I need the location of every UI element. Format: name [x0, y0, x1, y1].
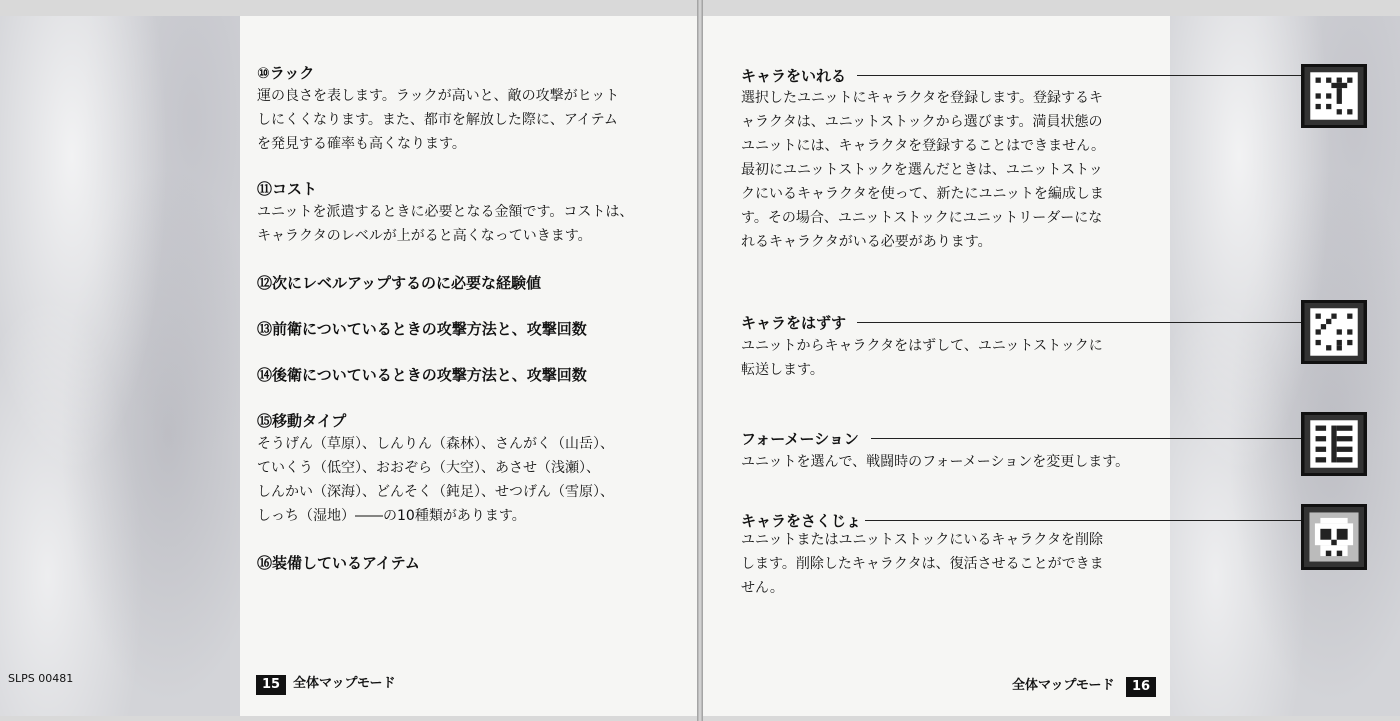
equipped-item-title: ⑯装備しているアイテム	[257, 554, 420, 572]
right-page-number: 16	[1126, 677, 1156, 697]
right-page	[703, 16, 1400, 716]
cost-title: ⑪コスト	[257, 180, 318, 198]
delete-chara-title: キャラをさくじょ	[741, 512, 862, 530]
luck-title: ⑩ラック	[257, 64, 315, 82]
left-page	[0, 16, 697, 716]
luck-body: 運の良さを表します。ラックが高いと、敵の攻撃がヒット しにくくなります。また、都市を解放した際に、アイテム を発見する確率も高くなります。	[257, 88, 620, 152]
delete-chara-body: ユニットまたはユニットストックにいるキャラクタを削除 します。削除したキャラクタは、復活させることができま せん。	[741, 532, 1104, 596]
move-type-body: そうげん（草原）、しんりん（森林）、さんがく（山岳）、 ていくう（低空）、おおぞら（大空）、あさせ（浅瀬）、 しんかい（深海）、どんそく（鈍足）、せつげん（雪原）、 しっち（湿地）――の10種類があります。	[257, 436, 614, 524]
rear-attack-title: ⑭後衛についているときの攻撃方法と、攻撃回数	[257, 366, 587, 384]
add-chara-title: キャラをいれる	[741, 67, 847, 85]
add-chara-body: 選択したユニットにキャラクタを登録します。登録するキ ャラクタは、ユニットストックから選びます。満員状態の ユニットには、キャラクタを登録することはできません。 最初にユニットストックを選んだときは、ユニットストッ クにいるキャラクタを使って、新たにユニットを編成しま す。その場合、ユニットストックにユニットリーダーにな れるキャラクタがいる必要があります。	[741, 90, 1105, 250]
unit-remove-icon	[1301, 300, 1367, 364]
delete-chara-leader-line	[865, 520, 1301, 521]
remove-chara-body: ユニットからキャラクタをはずして、ユニットストックに 転送します。	[741, 338, 1103, 378]
left-page-number: 15	[256, 675, 286, 695]
catalog-number: SLPS 00481	[8, 672, 74, 685]
move-type-title: ⑮移動タイプ	[257, 412, 347, 430]
cost-body: ユニットを派遣するときに必要となる金額です。コストは、 キャラクタのレベルが上がると高くなっていきます。	[257, 204, 634, 244]
formation-body: ユニットを選んで、戦闘時のフォーメーションを変更します。	[741, 454, 1130, 470]
right-footer-label: 全体マップモード	[1012, 678, 1115, 693]
remove-chara-leader-line	[857, 322, 1301, 323]
formation-leader-line	[871, 438, 1301, 439]
left-marble-margin	[0, 16, 240, 716]
remove-chara-title: キャラをはずす	[741, 314, 847, 332]
formation-title: フォーメーション	[741, 430, 859, 448]
next-exp-title: ⑫次にレベルアップするのに必要な経験値	[257, 274, 541, 292]
unit-add-icon	[1301, 64, 1367, 128]
left-footer-label: 全体マップモード	[293, 676, 396, 691]
skull-icon	[1301, 504, 1367, 570]
front-attack-title: ⑬前衛についているときの攻撃方法と、攻撃回数	[257, 320, 587, 338]
formation-icon	[1301, 412, 1367, 476]
add-chara-leader-line	[857, 75, 1301, 76]
